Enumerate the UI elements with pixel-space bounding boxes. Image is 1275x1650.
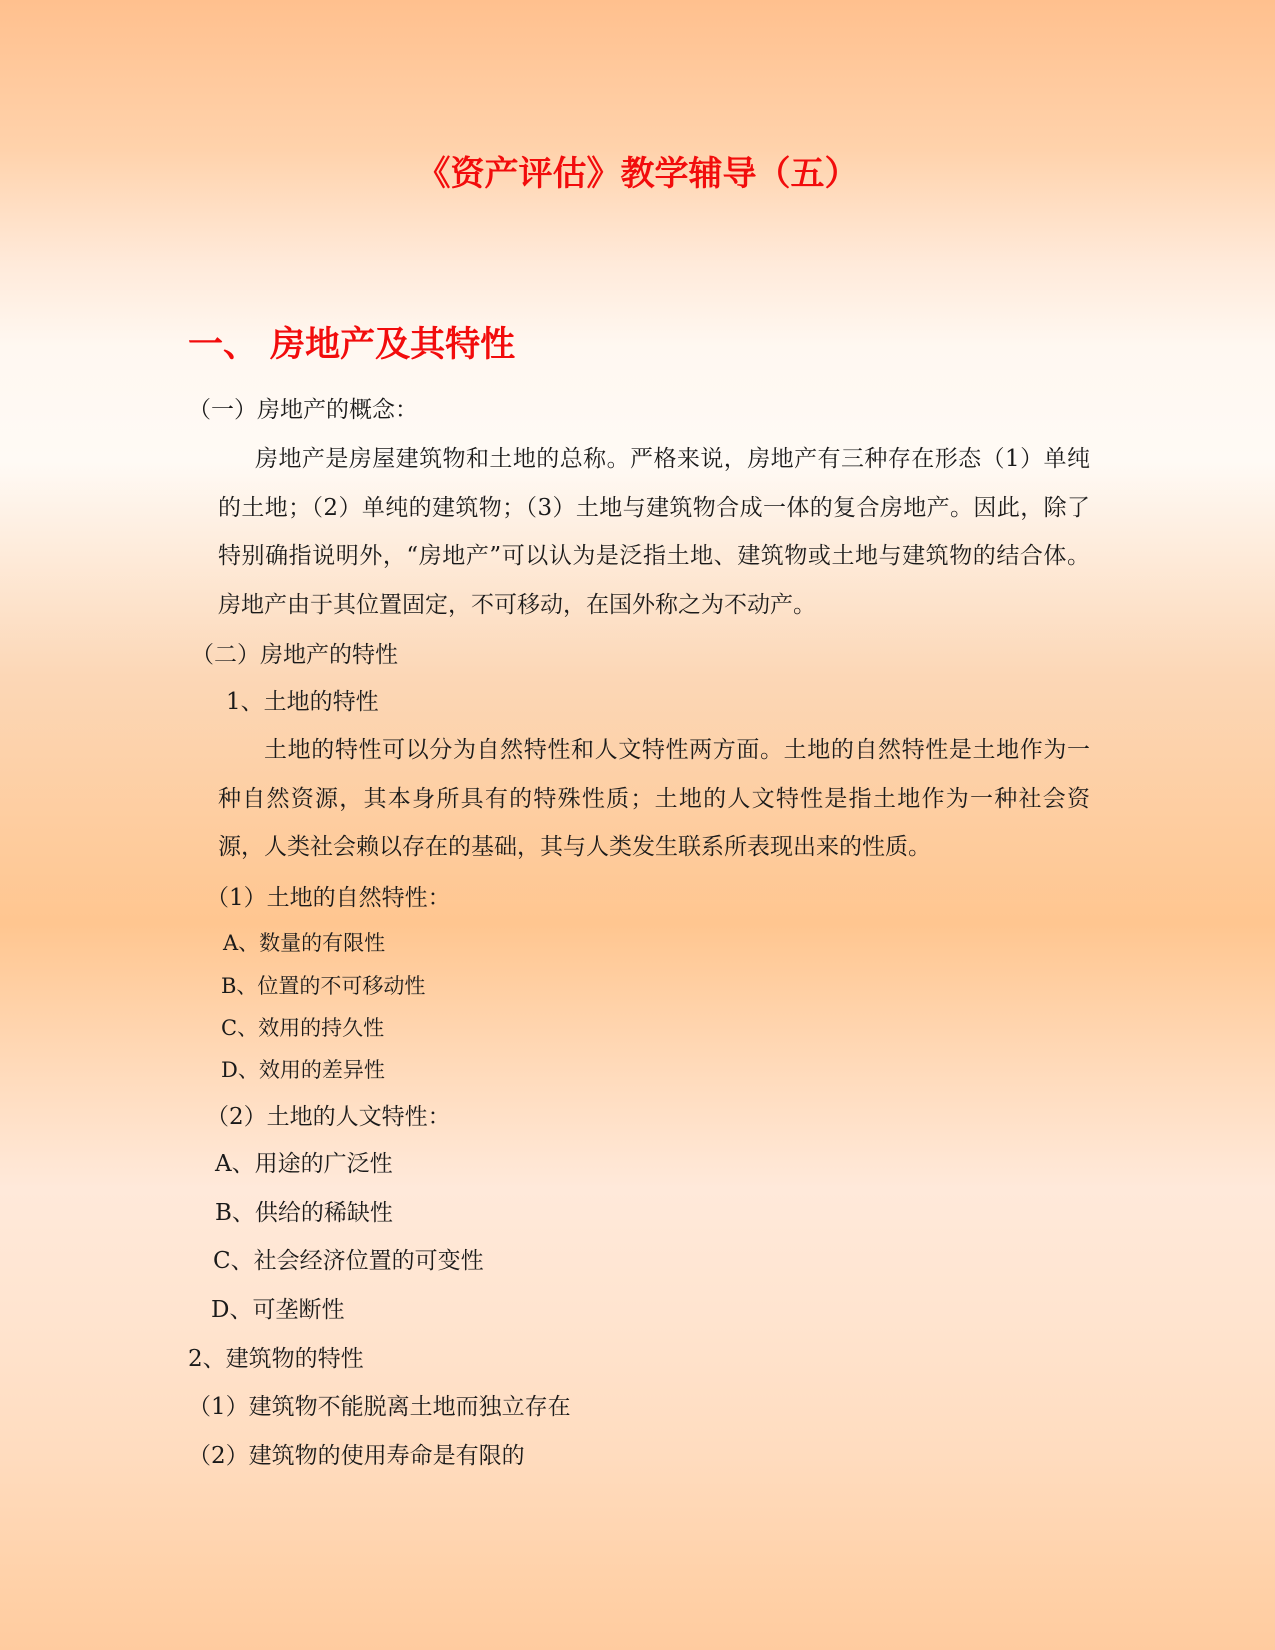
building-heading: 2、建筑物的特性 bbox=[188, 1346, 364, 1372]
humanistic-item-b: B、供给的稀缺性 bbox=[215, 1200, 393, 1226]
section-heading: 一、 房地产及其特性 bbox=[188, 324, 516, 365]
natural-item-d: D、效用的差异性 bbox=[221, 1058, 385, 1082]
natural-item-a: A、数量的有限性 bbox=[223, 931, 386, 955]
humanistic-item-c: C、社会经济位置的可变性 bbox=[213, 1248, 484, 1274]
humanistic-heading: （2）土地的人文特性： bbox=[206, 1104, 451, 1130]
concept-heading: （一）房地产的概念： bbox=[188, 397, 418, 423]
concept-paragraph: 房地产是房屋建筑物和土地的总称。严格来说，房地产有三种存在形态（1）单纯的土地；（2）单纯的建筑物；（3）土地与建筑物合成一体的复合房地产。因此，除了特别确指说明外，“房地产”可以认为是泛指土地、建筑物或土地与建筑物的结合体。房地产由于其位置固定，不可移动，在国外称之为不动产。 bbox=[218, 446, 1090, 618]
building-item-1: （1）建筑物不能脱离土地而独立存在 bbox=[188, 1394, 571, 1420]
building-item-2: （2）建筑物的使用寿命是有限的 bbox=[188, 1443, 525, 1469]
document-title: 《资产评估》教学辅导（五） bbox=[416, 154, 859, 194]
land-paragraph: 土地的特性可以分为自然特性和人文特性两方面。土地的自然特性是土地作为一种自然资源，其本身所具有的特殊性质；土地的人文特性是指土地作为一种社会资源，人类社会赖以存在的基础，其与人类发生联系所表现出来的性质。 bbox=[218, 737, 1090, 860]
natural-heading: （1）土地的自然特性： bbox=[206, 885, 451, 911]
natural-item-c: C、效用的持久性 bbox=[221, 1016, 385, 1040]
land-heading: 1、土地的特性 bbox=[226, 689, 379, 715]
characteristics-heading: （二）房地产的特性 bbox=[191, 642, 398, 668]
humanistic-item-a: A、用途的广泛性 bbox=[215, 1151, 393, 1177]
natural-item-b: B、位置的不可移动性 bbox=[221, 974, 426, 998]
humanistic-item-d: D、可垄断性 bbox=[211, 1297, 345, 1323]
